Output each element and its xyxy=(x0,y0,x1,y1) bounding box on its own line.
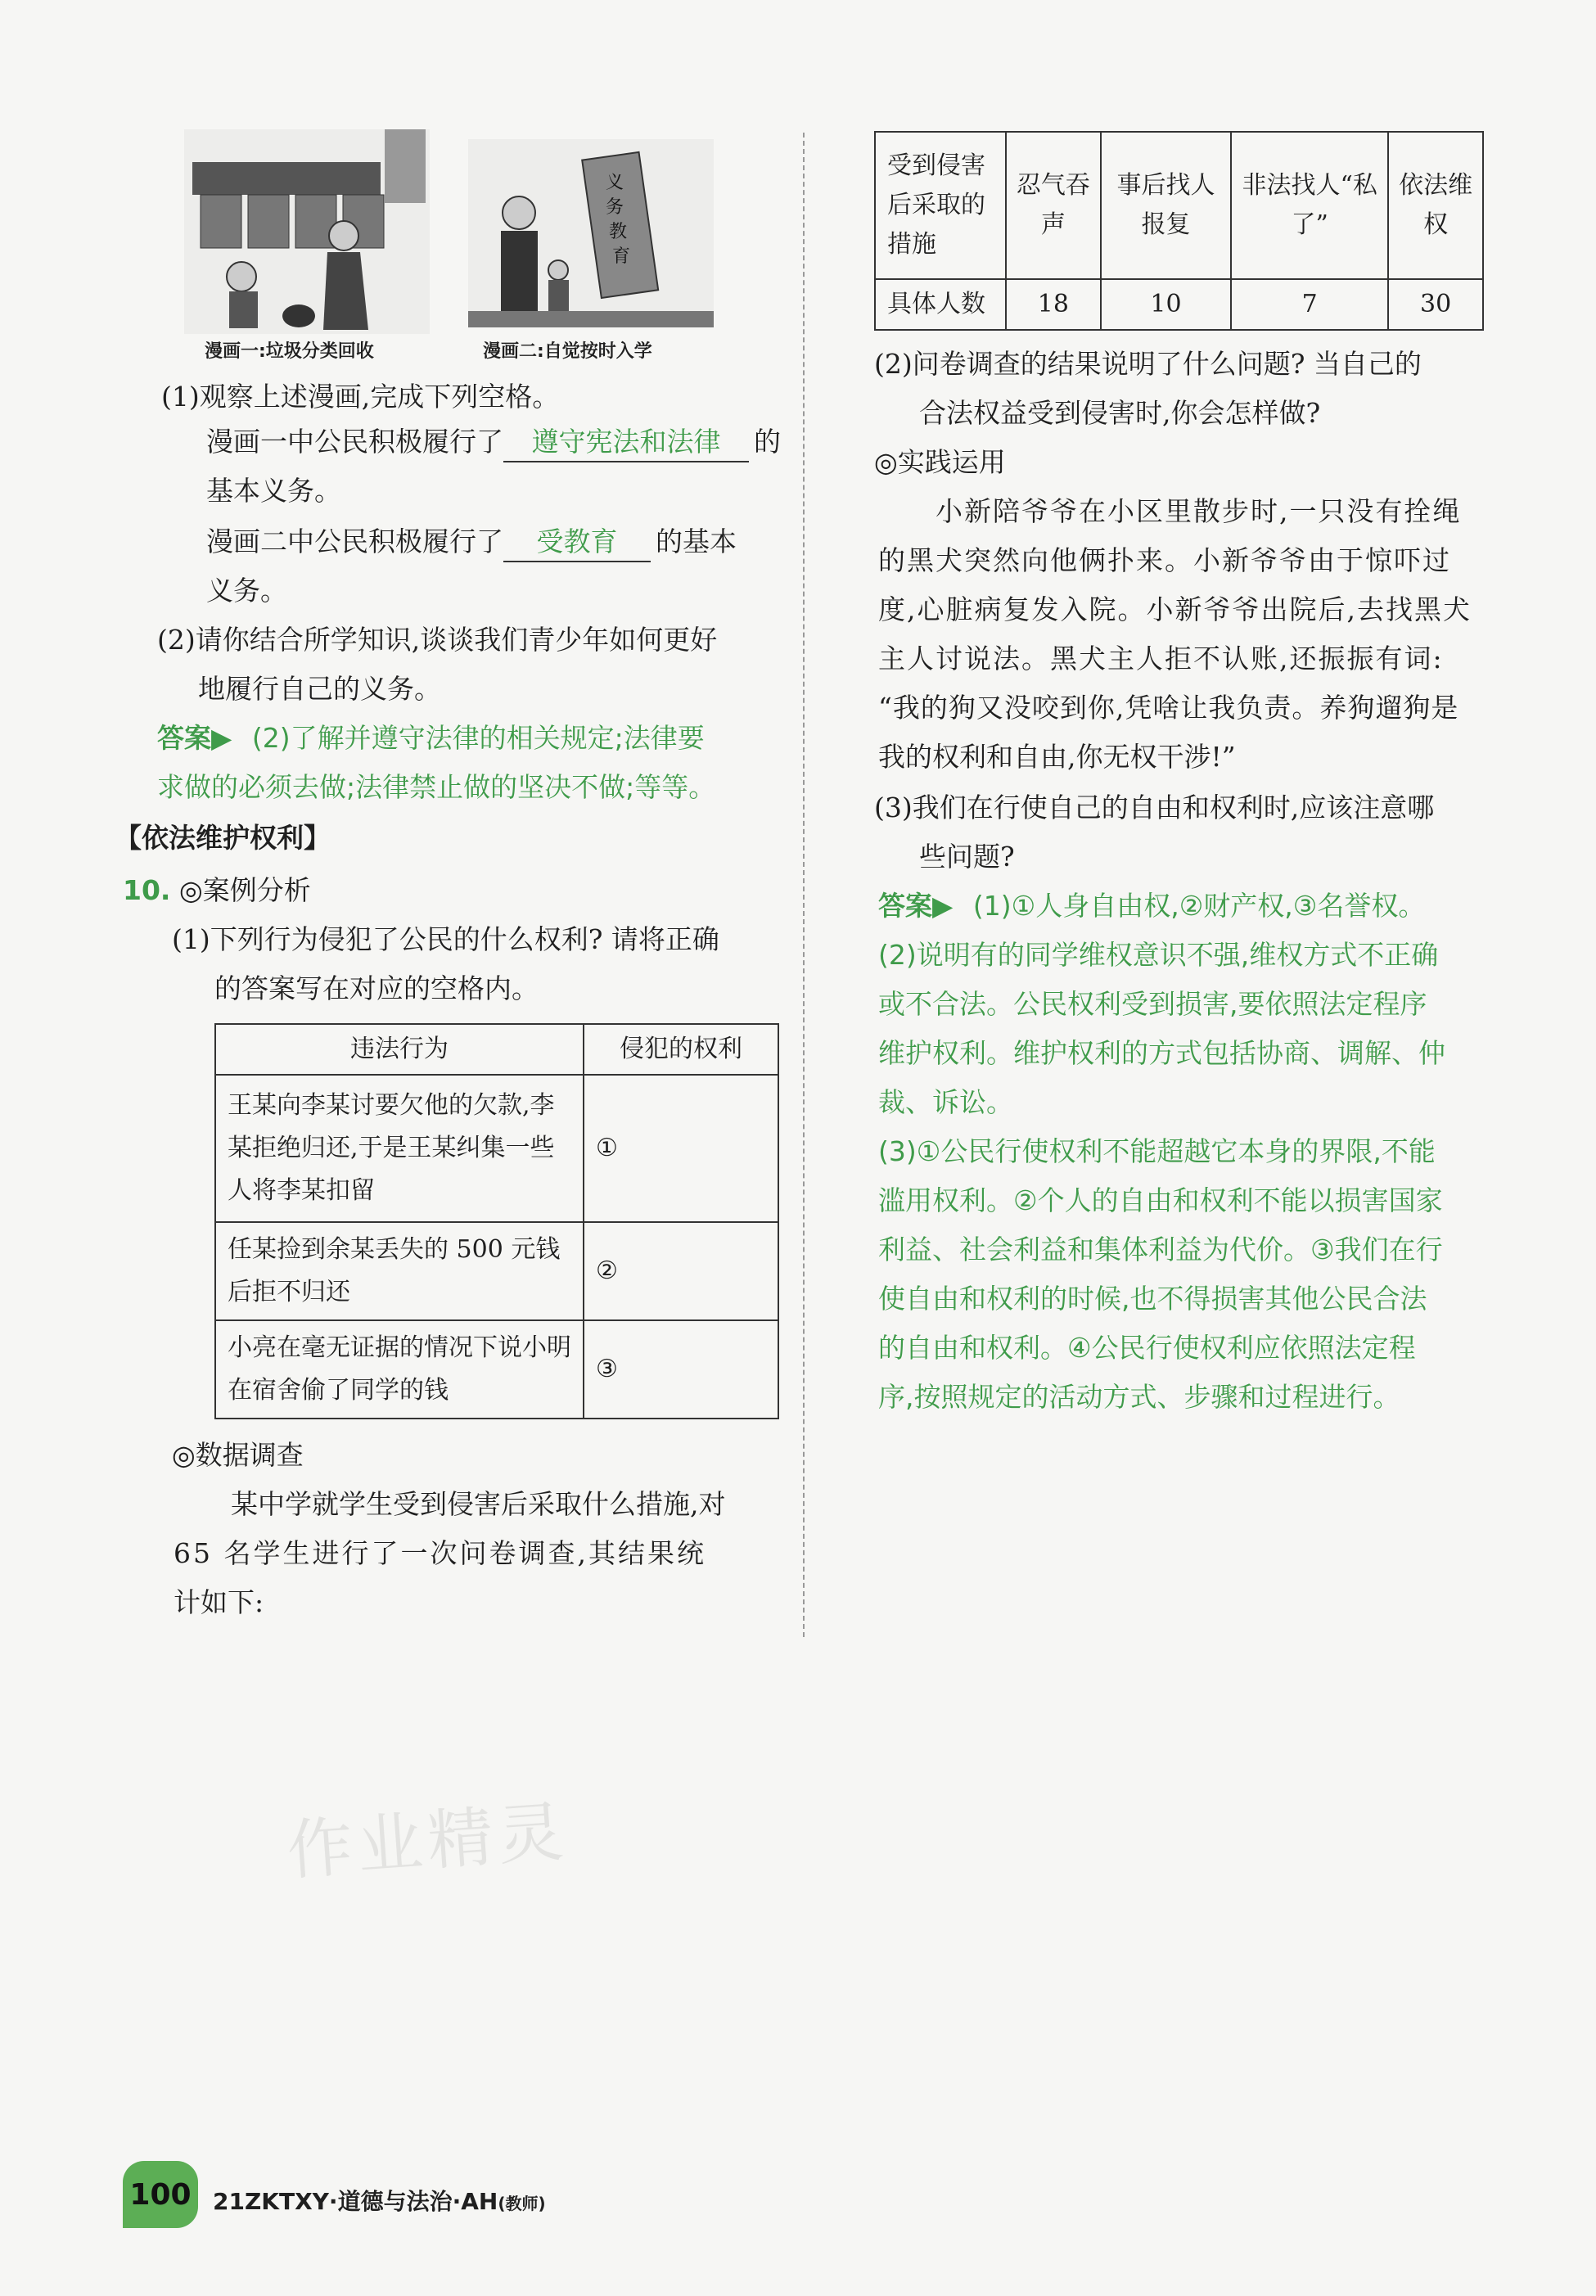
table-header-row xyxy=(215,1024,778,1075)
q1-line1-pre: 漫画一中公民积极履行了 xyxy=(206,426,503,458)
comic-1-caption: 漫画一:垃圾分类回收 xyxy=(205,341,374,362)
story-line: “我的狗又没咬到你,凭啥让我负责。养狗遛狗是 xyxy=(878,692,1459,724)
survey-line2: 65 名学生进行了一次问卷调查,其结果统 xyxy=(174,1537,706,1569)
left-answer-line1 xyxy=(157,714,705,763)
q2-line1: (2)请你结合所学知识,谈谈我们青少年如何更好 xyxy=(157,624,718,656)
survey-option: 忍气吞声 xyxy=(1006,132,1101,279)
r-q3-line1: (3)我们在行使自己的自由和权利时,应该注意哪 xyxy=(874,792,1435,823)
q1-line1 xyxy=(206,417,781,467)
story-line: 我的权利和自由,你无权干涉!” xyxy=(878,741,1236,773)
survey-line3: 计如下: xyxy=(174,1586,264,1618)
answer-line: 序,按照规定的活动方式、步骤和过程进行。 xyxy=(878,1381,1400,1413)
left-answer-line2: 求做的必须去做;法律禁止做的坚决不做;等等。 xyxy=(157,771,716,803)
comic-2-sign-3: 教 xyxy=(609,222,628,242)
answer-line: 维护权利。维护权利的方式包括协商、调解、仲 xyxy=(878,1037,1445,1069)
answer-line: (3)①公民行使权利不能超越它本身的界限,不能 xyxy=(878,1135,1436,1167)
survey-count-label: 具体人数 xyxy=(875,279,1006,330)
survey-count: 7 xyxy=(1231,279,1388,330)
edition: (教师) xyxy=(498,2194,546,2213)
q1-line3-post: 的基本 xyxy=(656,526,737,557)
row-right-blank[interactable]: ② xyxy=(584,1222,778,1320)
answer-label: 答案▶ xyxy=(157,722,232,754)
survey-option: 事后找人报复 xyxy=(1101,132,1231,279)
book-title: 21ZKTXY·道德与法治·AH xyxy=(213,2188,498,2215)
answer-line: 利益、社会利益和集体利益为代价。③我们在行 xyxy=(878,1234,1443,1265)
row-right-blank[interactable]: ① xyxy=(584,1075,778,1222)
q10-1-line1: (1)下列行为侵犯了公民的什么权利? 请将正确 xyxy=(172,923,719,955)
q1-line3 xyxy=(206,517,737,566)
q10-1-line2: 的答案写在对应的空格内。 xyxy=(214,972,539,1004)
row-action: 小亮在毫无证据的情况下说小明在宿舍偷了同学的钱 xyxy=(215,1320,584,1419)
violation-table xyxy=(214,1023,779,1419)
header-action: 违法行为 xyxy=(215,1024,584,1075)
r-q3-line2: 些问题? xyxy=(919,841,1015,873)
comic-2-illustration xyxy=(468,139,714,327)
q10-title: ◎案例分析 xyxy=(178,874,311,906)
comic-1-illustration xyxy=(184,129,430,334)
q1-intro: (1)观察上述漫画,完成下列空格。 xyxy=(161,381,560,413)
page-number-badge xyxy=(123,2161,198,2228)
answer-text-1: (2)了解并遵守法律的相关规定;法律要 xyxy=(251,722,705,754)
story-block xyxy=(878,487,1500,782)
story-line: 的黑犬突然向他俩扑来。小新爷爷由于惊吓过 xyxy=(878,544,1451,576)
comic-2-sign-4: 育 xyxy=(612,246,631,267)
answer-line: 裁、诉讼。 xyxy=(878,1086,1013,1118)
q10-heading xyxy=(123,866,311,915)
table-row xyxy=(215,1320,778,1419)
story-line: 主人讨说法。黑犬主人拒不认账,还振振有词: xyxy=(878,643,1444,674)
survey-title: ◎数据调查 xyxy=(172,1439,304,1471)
q1-line3-pre: 漫画二中公民积极履行了 xyxy=(206,526,503,557)
watermark: 作业精灵 xyxy=(284,1793,571,1889)
table-row xyxy=(215,1075,778,1222)
comic-2 xyxy=(468,139,714,327)
survey-counts-row xyxy=(875,279,1483,330)
survey-option: 依法维权 xyxy=(1388,132,1483,279)
row-right-blank[interactable]: ③ xyxy=(584,1320,778,1419)
survey-count: 30 xyxy=(1388,279,1483,330)
row-action: 王某向李某讨要欠他的欠款,李某拒绝归还,于是王某纠集一些人将李某扣留 xyxy=(215,1075,584,1222)
answer-line: 使自由和权利的时候,也不得损害其他公民合法 xyxy=(878,1283,1427,1315)
q1-line2: 基本义务。 xyxy=(206,475,341,507)
table-row xyxy=(215,1222,778,1320)
comic-2-sign-2: 务 xyxy=(606,197,624,218)
survey-table xyxy=(874,131,1484,331)
q10-number: 10. xyxy=(123,874,171,906)
survey-count: 18 xyxy=(1006,279,1101,330)
answer-line: 的自由和权利。④公民行使权利应依照法定程 xyxy=(878,1332,1416,1364)
column-divider xyxy=(803,133,805,1637)
row-action: 任某捡到余某丢失的 500 元钱后拒不归还 xyxy=(215,1222,584,1320)
answer-line: 滥用权利。②个人的自由和权利不能以损害国家 xyxy=(878,1184,1443,1216)
story-line: 度,心脏病复发入院。小新爷爷出院后,去找黑犬 xyxy=(878,593,1472,625)
answer-line: (2)说明有的同学维权意识不强,维权方式不正确 xyxy=(878,939,1439,971)
q2-line2: 地履行自己的义务。 xyxy=(198,673,441,705)
header-right: 侵犯的权利 xyxy=(584,1024,778,1075)
footer-title xyxy=(213,2184,546,2217)
page-number: 100 xyxy=(129,2177,192,2212)
q1-line1-post: 的 xyxy=(754,426,781,458)
answer-line xyxy=(878,882,1500,931)
section-title: 【依法维护权利】 xyxy=(115,822,331,854)
q1-line4: 义务。 xyxy=(206,575,287,607)
story-line: 小新陪爷爷在小区里散步时,一只没有拴绳 xyxy=(936,495,1462,527)
comic-2-sign-1: 义 xyxy=(606,173,624,193)
q1-answer-blank-2: 受教育 xyxy=(503,523,651,562)
q1-answer-blank-1: 遵守宪法和法律 xyxy=(503,423,749,462)
survey-count: 10 xyxy=(1101,279,1231,330)
practice-title: ◎实践运用 xyxy=(874,446,1006,478)
r-q2-line1: (2)问卷调查的结果说明了什么问题? 当自己的 xyxy=(874,348,1422,380)
r-q2-line2: 合法权益受到侵害时,你会怎样做? xyxy=(919,397,1321,429)
answer-text: (1)①人身自由权,②财产权,③名誉权。 xyxy=(972,890,1426,922)
comic-2-caption: 漫画二:自觉按时入学 xyxy=(483,341,652,362)
answer-line: 或不合法。公民权利受到损害,要依照法定程序 xyxy=(878,988,1427,1020)
comic-1 xyxy=(184,129,430,334)
survey-line1: 某中学就学生受到侵害后采取什么措施,对 xyxy=(231,1488,726,1520)
survey-option: 非法找人“私了” xyxy=(1231,132,1388,279)
survey-options-row xyxy=(875,132,1483,279)
survey-row-label: 受到侵害后采取的措施 xyxy=(875,132,1006,279)
answer-label: 答案▶ xyxy=(878,890,954,922)
right-answer-block xyxy=(878,882,1500,1422)
